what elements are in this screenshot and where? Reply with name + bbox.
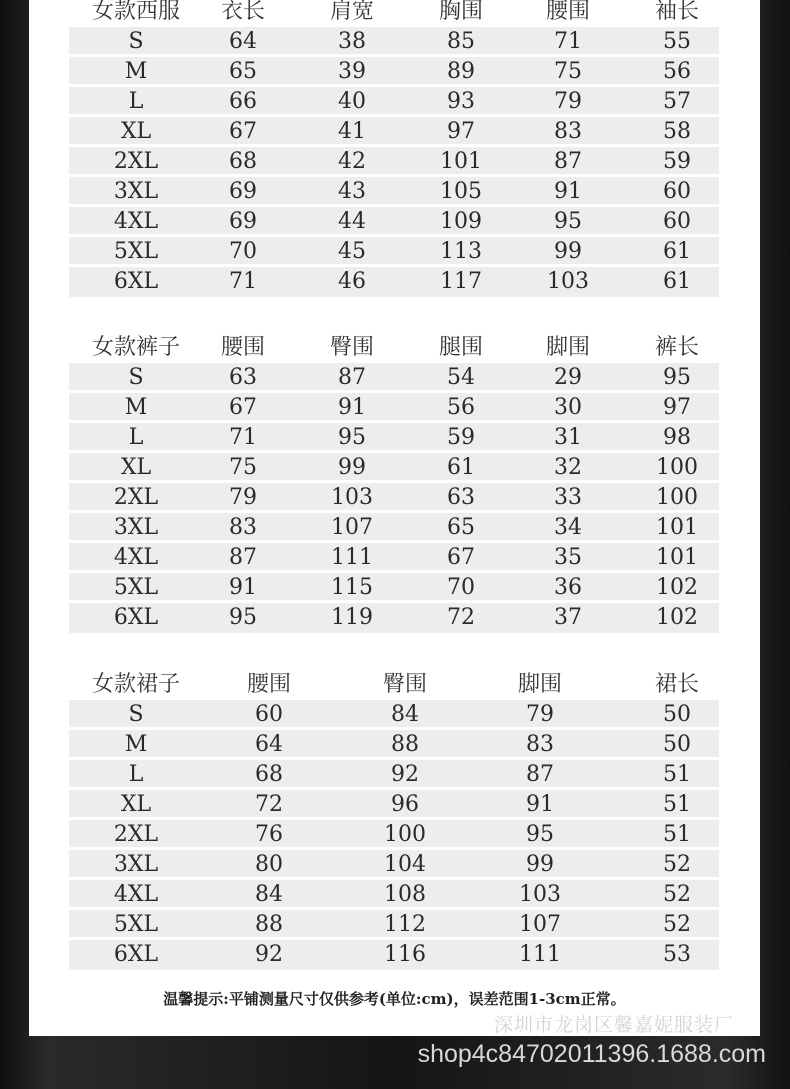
measurement-cell: 31 <box>554 425 582 450</box>
size-label-cell: 6XL <box>113 942 159 967</box>
header-cell: 肩宽 <box>329 0 375 24</box>
factory-watermark: 深圳市龙岗区馨嘉妮服装厂 <box>493 1014 734 1036</box>
measurement-cell: 83 <box>229 515 257 540</box>
measurement-cell: 87 <box>229 545 257 570</box>
measurement-cell: 83 <box>554 119 582 144</box>
size-label-cell: L <box>128 89 144 114</box>
table-row <box>69 760 719 790</box>
measurement-cell: 99 <box>526 852 554 877</box>
size-label-cell: 2XL <box>113 822 159 847</box>
table-row <box>69 267 719 297</box>
table-row <box>69 147 719 177</box>
measurement-cell: 107 <box>331 515 373 540</box>
measurement-cell: 51 <box>663 792 691 817</box>
measurement-cell: 72 <box>255 792 283 817</box>
measurement-cell: 79 <box>526 702 554 727</box>
measurement-cell: 101 <box>440 149 482 174</box>
header-cell: 袖长 <box>654 0 700 24</box>
measurement-cell: 108 <box>384 882 426 907</box>
size-label-cell: XL <box>120 455 152 480</box>
measurement-cell: 71 <box>554 29 582 54</box>
size-label-cell: M <box>124 395 148 420</box>
measurement-cell: 65 <box>447 515 475 540</box>
table-row <box>69 790 719 820</box>
measurement-cell: 101 <box>656 515 698 540</box>
header-cell: 脚围 <box>545 335 591 360</box>
measurement-cell: 91 <box>526 792 554 817</box>
measurement-cell: 91 <box>554 179 582 204</box>
measurement-cell: 52 <box>663 882 691 907</box>
table-row <box>69 543 719 573</box>
size-label-cell: 5XL <box>113 912 159 937</box>
measurement-cell: 43 <box>338 179 366 204</box>
table-row <box>69 603 719 633</box>
measurement-cell: 42 <box>338 149 366 174</box>
measurement-cell: 75 <box>554 59 582 84</box>
measurement-cell: 111 <box>331 545 373 570</box>
size-label-cell: XL <box>120 792 152 817</box>
measurement-cell: 101 <box>656 545 698 570</box>
measurement-cell: 56 <box>447 395 475 420</box>
measurement-cell: 87 <box>338 365 366 390</box>
measurement-cell: 99 <box>554 239 582 264</box>
measurement-cell: 45 <box>338 239 366 264</box>
measurement-cell: 88 <box>391 732 419 757</box>
measurement-cell: 75 <box>229 455 257 480</box>
measurement-cell: 95 <box>338 425 366 450</box>
table-row <box>69 573 719 603</box>
measurement-cell: 51 <box>663 822 691 847</box>
size-label-cell: S <box>128 29 144 54</box>
size-label-cell: S <box>128 702 144 727</box>
table-header-row <box>69 0 719 27</box>
measurement-cell: 30 <box>554 395 582 420</box>
table-row <box>69 513 719 543</box>
measurement-cell: 58 <box>663 119 691 144</box>
measurement-cell: 85 <box>447 29 475 54</box>
measurement-cell: 76 <box>255 822 283 847</box>
measurement-cell: 88 <box>255 912 283 937</box>
measurement-cell: 52 <box>663 852 691 877</box>
measurement-cell: 91 <box>229 575 257 600</box>
header-cell: 胸围 <box>438 0 484 24</box>
skirt-size-table <box>69 670 719 970</box>
measurement-cell: 98 <box>663 425 691 450</box>
measurement-cell: 54 <box>447 365 475 390</box>
header-cell: 臀围 <box>329 335 375 360</box>
measurement-cell: 69 <box>229 179 257 204</box>
table-row <box>69 910 719 940</box>
measurement-cell: 39 <box>338 59 366 84</box>
measurement-cell: 70 <box>229 239 257 264</box>
measurement-cell: 112 <box>384 912 426 937</box>
measurement-cell: 71 <box>229 269 257 294</box>
measurement-cell: 67 <box>229 395 257 420</box>
size-label-cell: 5XL <box>113 239 159 264</box>
header-cell: 女款裤子 <box>91 335 181 360</box>
measurement-cell: 103 <box>519 882 561 907</box>
measurement-cell: 95 <box>663 365 691 390</box>
measurement-cell: 70 <box>447 575 475 600</box>
measurement-cell: 51 <box>663 762 691 787</box>
table-row <box>69 850 719 880</box>
table-row <box>69 207 719 237</box>
table-row <box>69 177 719 207</box>
measurement-cell: 38 <box>338 29 366 54</box>
measurement-cell: 115 <box>331 575 373 600</box>
size-label-cell: 6XL <box>113 269 159 294</box>
measurement-cell: 57 <box>663 89 691 114</box>
table-row <box>69 363 719 393</box>
measurement-cell: 56 <box>663 59 691 84</box>
measurement-cell: 55 <box>663 29 691 54</box>
size-label-cell: 3XL <box>113 515 159 540</box>
measurement-cell: 37 <box>554 605 582 630</box>
measurement-cell: 34 <box>554 515 582 540</box>
table-row <box>69 117 719 147</box>
measurement-cell: 103 <box>331 485 373 510</box>
measurement-cell: 105 <box>440 179 482 204</box>
size-label-cell: L <box>128 762 144 787</box>
header-cell: 裙长 <box>654 672 700 697</box>
measurement-cell: 50 <box>663 702 691 727</box>
table-row <box>69 730 719 760</box>
measurement-cell: 63 <box>447 485 475 510</box>
measurement-cell: 36 <box>554 575 582 600</box>
measurement-cell: 91 <box>338 395 366 420</box>
size-label-cell: 4XL <box>113 882 159 907</box>
size-label-cell: XL <box>120 119 152 144</box>
size-label-cell: 4XL <box>113 545 159 570</box>
pants-size-table <box>69 333 719 633</box>
size-label-cell: M <box>124 59 148 84</box>
measurement-cell: 89 <box>447 59 475 84</box>
measurement-cell: 93 <box>447 89 475 114</box>
measurement-cell: 29 <box>554 365 582 390</box>
measurement-cell: 32 <box>554 455 582 480</box>
table-row <box>69 87 719 117</box>
measurement-cell: 96 <box>391 792 419 817</box>
measurement-cell: 68 <box>255 762 283 787</box>
measurement-cell: 95 <box>554 209 582 234</box>
measurement-cell: 50 <box>663 732 691 757</box>
table-row <box>69 237 719 267</box>
table-row <box>69 57 719 87</box>
size-chart-sheet <box>29 0 760 1036</box>
table-row <box>69 453 719 483</box>
measurement-cell: 61 <box>663 269 691 294</box>
measurement-cell: 46 <box>338 269 366 294</box>
measurement-cell: 95 <box>526 822 554 847</box>
header-cell: 女款西服 <box>91 0 181 24</box>
measurement-cell: 40 <box>338 89 366 114</box>
measurement-cell: 102 <box>656 575 698 600</box>
measurement-cell: 71 <box>229 425 257 450</box>
header-cell: 裤长 <box>654 335 700 360</box>
table-row <box>69 423 719 453</box>
measurement-cell: 41 <box>338 119 366 144</box>
measurement-cell: 116 <box>384 942 426 967</box>
header-cell: 腰围 <box>545 0 591 24</box>
size-label-cell: 2XL <box>113 149 159 174</box>
measurement-cell: 67 <box>447 545 475 570</box>
measurement-cell: 100 <box>384 822 426 847</box>
measurement-cell: 69 <box>229 209 257 234</box>
size-label-cell: 4XL <box>113 209 159 234</box>
measurement-cell: 66 <box>229 89 257 114</box>
measurement-cell: 52 <box>663 912 691 937</box>
measurement-cell: 100 <box>656 485 698 510</box>
measurement-cell: 67 <box>229 119 257 144</box>
measurement-cell: 92 <box>255 942 283 967</box>
measurement-cell: 99 <box>338 455 366 480</box>
measurement-cell: 117 <box>440 269 482 294</box>
measurement-cell: 61 <box>447 455 475 480</box>
size-label-cell: L <box>128 425 144 450</box>
table-row <box>69 940 719 970</box>
measurement-cell: 97 <box>447 119 475 144</box>
measurement-cell: 53 <box>663 942 691 967</box>
measurement-cell: 83 <box>526 732 554 757</box>
measurement-cell: 79 <box>229 485 257 510</box>
shop-url: shop4c84702011396.1688.com <box>417 1040 766 1068</box>
size-label-cell: 6XL <box>113 605 159 630</box>
measurement-cell: 80 <box>255 852 283 877</box>
measurement-cell: 102 <box>656 605 698 630</box>
measurement-cell: 104 <box>384 852 426 877</box>
size-label-cell: 2XL <box>113 485 159 510</box>
measurement-cell: 68 <box>229 149 257 174</box>
header-cell: 脚围 <box>517 672 563 697</box>
measurement-cell: 87 <box>554 149 582 174</box>
measurement-cell: 33 <box>554 485 582 510</box>
table-row <box>69 820 719 850</box>
table-row <box>69 393 719 423</box>
header-cell: 腿围 <box>438 335 484 360</box>
measurement-cell: 111 <box>519 942 561 967</box>
size-label-cell: M <box>124 732 148 757</box>
measurement-cell: 59 <box>447 425 475 450</box>
measurement-cell: 113 <box>440 239 482 264</box>
suit-size-table <box>69 0 719 297</box>
measurement-cell: 119 <box>331 605 373 630</box>
measurement-cell: 59 <box>663 149 691 174</box>
size-label-cell: 5XL <box>113 575 159 600</box>
header-cell: 衣长 <box>220 0 266 24</box>
measurement-cell: 35 <box>554 545 582 570</box>
table-row <box>69 700 719 730</box>
measurement-cell: 44 <box>338 209 366 234</box>
measurement-cell: 65 <box>229 59 257 84</box>
size-label-cell: S <box>128 365 144 390</box>
table-row <box>69 880 719 910</box>
measurement-cell: 107 <box>519 912 561 937</box>
measurement-note: 温馨提示:平铺测量尺寸仅供参考(单位:cm)，误差范围1-3cm正常。 <box>163 990 626 1008</box>
measurement-cell: 97 <box>663 395 691 420</box>
measurement-cell: 64 <box>255 732 283 757</box>
measurement-cell: 63 <box>229 365 257 390</box>
size-label-cell: 3XL <box>113 852 159 877</box>
measurement-cell: 103 <box>547 269 589 294</box>
measurement-cell: 95 <box>229 605 257 630</box>
header-cell: 腰围 <box>246 672 292 697</box>
table-row <box>69 27 719 57</box>
measurement-cell: 92 <box>391 762 419 787</box>
measurement-cell: 61 <box>663 239 691 264</box>
measurement-cell: 60 <box>663 209 691 234</box>
measurement-cell: 79 <box>554 89 582 114</box>
measurement-cell: 84 <box>391 702 419 727</box>
header-cell: 女款裙子 <box>91 672 181 697</box>
measurement-cell: 64 <box>229 29 257 54</box>
measurement-cell: 84 <box>255 882 283 907</box>
measurement-cell: 109 <box>440 209 482 234</box>
measurement-cell: 87 <box>526 762 554 787</box>
table-header-row <box>69 333 719 363</box>
table-header-row <box>69 670 719 700</box>
measurement-cell: 60 <box>663 179 691 204</box>
measurement-cell: 72 <box>447 605 475 630</box>
measurement-cell: 100 <box>656 455 698 480</box>
header-cell: 臀围 <box>382 672 428 697</box>
size-label-cell: 3XL <box>113 179 159 204</box>
header-cell: 腰围 <box>220 335 266 360</box>
measurement-cell: 60 <box>255 702 283 727</box>
table-row <box>69 483 719 513</box>
